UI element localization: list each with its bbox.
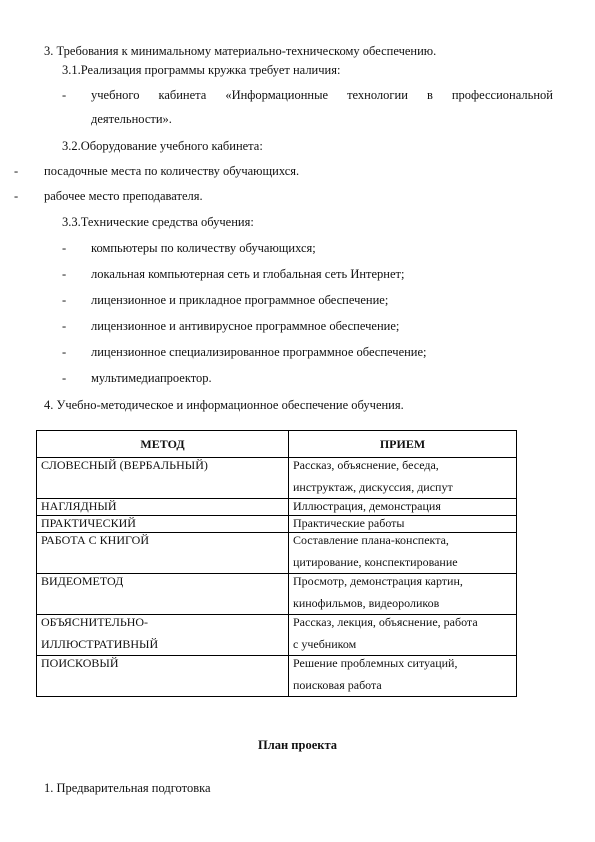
list-item-continuation: деятельности».: [91, 112, 172, 126]
table-row: [37, 533, 517, 574]
methods-table: [36, 430, 517, 697]
method-cell: [37, 574, 289, 615]
list-dash: -: [62, 345, 67, 359]
plan-title: План проекта: [257, 738, 337, 752]
cell-line: ОБЪЯСНИТЕЛЬНО-: [41, 615, 149, 629]
cell-line: Решение проблемных ситуаций,: [293, 656, 458, 670]
cell-line: Просмотр, демонстрация картин,: [293, 574, 463, 588]
plan-item-1: 1. Предварительная подготовка: [44, 781, 211, 795]
cell-line: НАГЛЯДНЫЙ: [41, 499, 117, 513]
cell-line: Рассказ, объяснение, беседа,: [293, 458, 439, 472]
word: в: [426, 88, 433, 102]
list-item: локальная компьютерная сеть и глобальная сеть Интернет;: [91, 267, 405, 281]
cell-line: Практические работы: [293, 516, 405, 530]
method-cell: [37, 656, 289, 697]
list-item: мультимедиапроектор.: [91, 371, 212, 385]
cell-line: ПРАКТИЧЕСКИЙ: [41, 516, 136, 530]
method-cell: [37, 615, 289, 656]
cell-line: инструктаж, дискуссия, диспут: [293, 480, 453, 494]
word: «Информационные: [225, 88, 329, 102]
technique-cell: [289, 499, 517, 516]
list-dash: -: [14, 189, 19, 203]
justified-list-item: [91, 88, 553, 102]
list-dash: -: [62, 267, 67, 281]
word: профессиональной: [451, 88, 553, 102]
cell-line: ПОИСКОВЫЙ: [41, 656, 119, 670]
table-row: [37, 499, 517, 516]
technique-cell: [289, 533, 517, 574]
word: кабинета: [158, 88, 207, 102]
list-item: лицензионное и антивирусное программное обеспечение;: [91, 319, 400, 333]
cell-line: поисковая работа: [293, 678, 382, 692]
cell-line: Иллюстрация, демонстрация: [293, 499, 441, 513]
column-header-technique: ПРИЕМ: [289, 431, 517, 458]
table-row: [37, 574, 517, 615]
list-dash: -: [62, 319, 67, 333]
cell-line: ВИДЕОМЕТОД: [41, 574, 124, 588]
list-item: лицензионное и прикладное программное обеспечение;: [91, 293, 389, 307]
section-3-heading: 3. Требования к минимальному материально-техническому обеспечению.: [44, 44, 437, 58]
subsection-3-3: 3.3.Технические средства обучения:: [62, 215, 254, 229]
cell-line: Рассказ, лекция, объяснение, работа: [293, 615, 478, 629]
technique-cell: [289, 656, 517, 697]
word: учебного: [91, 88, 140, 102]
subsection-3-2: 3.2.Оборудование учебного кабинета:: [62, 139, 263, 153]
technique-cell: [289, 458, 517, 499]
cell-line: цитирование, конспектирование: [293, 555, 458, 569]
list-item: рабочее место преподавателя.: [44, 189, 203, 203]
cell-line: с учебником: [293, 637, 357, 651]
list-dash: -: [62, 371, 67, 385]
method-cell: [37, 458, 289, 499]
list-dash: -: [62, 241, 67, 255]
method-cell: [37, 533, 289, 574]
table-row: [37, 516, 517, 533]
method-cell: [37, 516, 289, 533]
cell-line: РАБОТА С КНИГОЙ: [41, 533, 149, 547]
subsection-3-1: 3.1.Реализация программы кружка требует наличия:: [62, 63, 341, 77]
cell-line: СЛОВЕСНЫЙ (ВЕРБАЛЬНЫЙ): [41, 458, 208, 472]
technique-cell: [289, 574, 517, 615]
list-item: лицензионное специализированное программное обеспечение;: [91, 345, 427, 359]
section-4-heading: 4. Учебно-методическое и информационное обеспечение обучения.: [44, 398, 404, 412]
cell-line: кинофильмов, видеороликов: [293, 596, 440, 610]
list-item: компьютеры по количеству обучающихся;: [91, 241, 316, 255]
list-dash: -: [14, 164, 19, 178]
column-header-method: МЕТОД: [37, 431, 289, 458]
list-item: посадочные места по количеству обучающихся.: [44, 164, 300, 178]
table-row: [37, 615, 517, 656]
table-row: [37, 656, 517, 697]
list-dash: -: [62, 293, 67, 307]
technique-cell: [289, 615, 517, 656]
technique-cell: [289, 516, 517, 533]
table-header-row: [37, 431, 517, 458]
list-dash: -: [62, 88, 67, 102]
word: технологии: [347, 88, 408, 102]
table-row: [37, 458, 517, 499]
cell-line: ИЛЛЮСТРАТИВНЫЙ: [41, 637, 159, 651]
cell-line: Составление плана-конспекта,: [293, 533, 449, 547]
method-cell: [37, 499, 289, 516]
